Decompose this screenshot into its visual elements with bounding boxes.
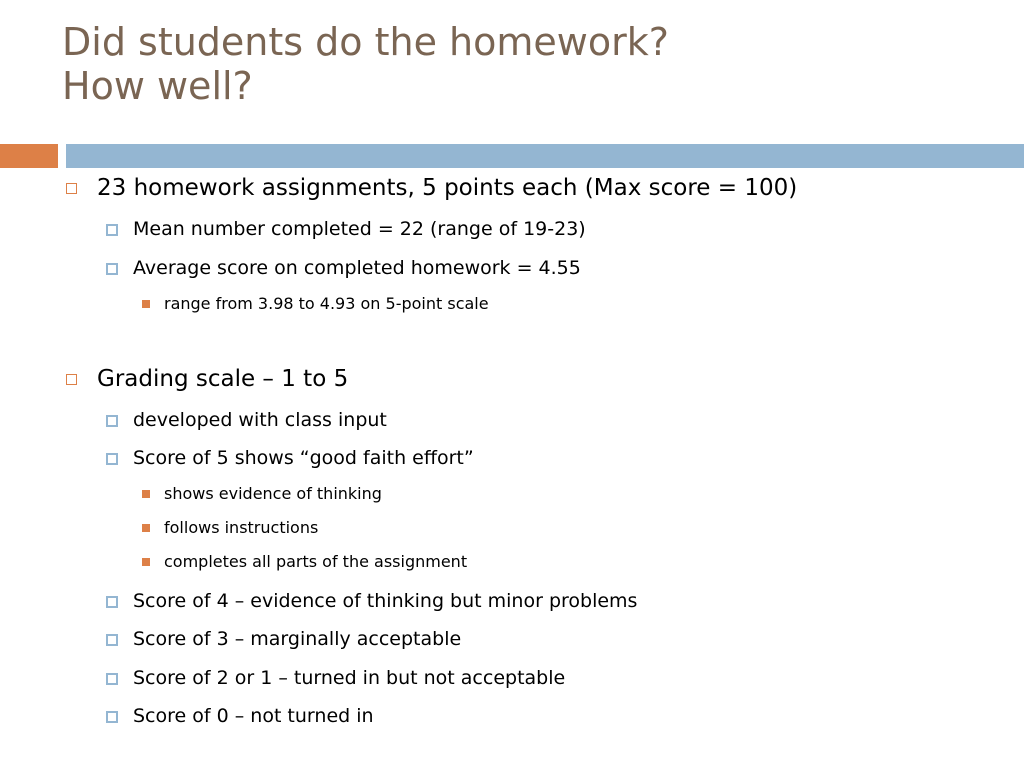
boxed-square-bullet-icon [106, 711, 118, 723]
bullet-text: Score of 4 – evidence of thinking but minor problems [133, 590, 638, 612]
hollow-square-bullet-icon [66, 183, 77, 194]
title-line-2: How well? [62, 64, 253, 108]
bullet-text: Average score on completed homework = 4.55 [133, 257, 581, 279]
bullet-text: Grading scale – 1 to 5 [97, 366, 349, 392]
bullet-text: Mean number completed = 22 (range of 19-23) [133, 218, 586, 240]
boxed-square-bullet-icon [106, 634, 118, 646]
bullet-text: shows evidence of thinking [164, 484, 382, 503]
filled-square-bullet-icon [142, 524, 150, 532]
hollow-square-bullet-icon [66, 374, 77, 385]
bullet-text: 23 homework assignments, 5 points each (Max score = 100) [97, 175, 798, 201]
bullet-text: Score of 5 shows “good faith effort” [133, 447, 474, 469]
bullet-text: developed with class input [133, 409, 387, 431]
boxed-square-bullet-icon [106, 263, 118, 275]
bullet-text: Score of 2 or 1 – turned in but not acceptable [133, 667, 566, 689]
bullet-text: Score of 0 – not turned in [133, 705, 374, 727]
boxed-square-bullet-icon [106, 224, 118, 236]
title-line-1: Did students do the homework? [62, 20, 669, 64]
boxed-square-bullet-icon [106, 673, 118, 685]
bullet-text: Score of 3 – marginally acceptable [133, 628, 462, 650]
filled-square-bullet-icon [142, 558, 150, 566]
boxed-square-bullet-icon [106, 596, 118, 608]
boxed-square-bullet-icon [106, 415, 118, 427]
filled-square-bullet-icon [142, 490, 150, 498]
bullet-text: follows instructions [164, 518, 319, 537]
filled-square-bullet-icon [142, 300, 150, 308]
bullet-text: range from 3.98 to 4.93 on 5-point scale [164, 294, 489, 313]
boxed-square-bullet-icon [106, 453, 118, 465]
bullet-text: completes all parts of the assignment [164, 552, 468, 571]
